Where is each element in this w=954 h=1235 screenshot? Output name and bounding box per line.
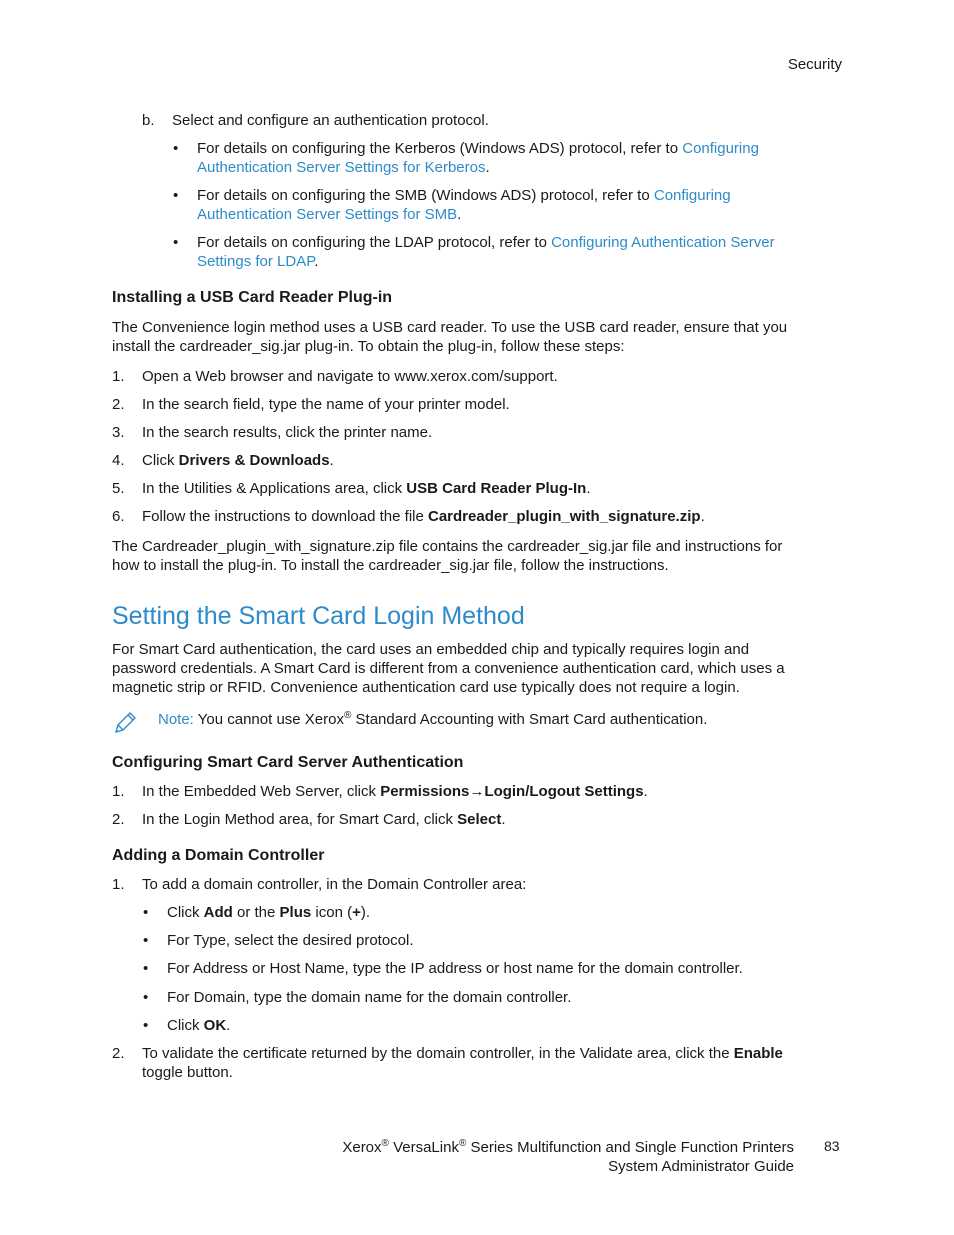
footer-guide-name: System Administrator Guide (608, 1158, 794, 1175)
running-header: Security (787, 56, 842, 73)
page-number: 83 (824, 1138, 840, 1154)
bullet-text: ). (360, 904, 371, 921)
step-b-text: Select and configure an authentication protocol. (172, 112, 489, 129)
step-number: 1. (112, 783, 125, 800)
link-kerberos[interactable]: Configuring (682, 140, 759, 157)
note (158, 710, 707, 729)
link-smb-cont[interactable]: Authentication Server Settings for SMB (197, 206, 458, 223)
bullet-dot: • (173, 140, 179, 157)
step-text: In the search field, type the name of your printer model. (142, 396, 510, 413)
usb-outro-line2: how to install the plug-in. To install the cardreader_sig.jar file, follow the instructions. (112, 557, 669, 574)
step-text: In the Embedded Web Server, click (142, 783, 381, 800)
ui-label-add: Add (203, 904, 233, 921)
step-text: In the Login Method area, for Smart Card, click (142, 811, 458, 828)
step-text: In the search results, click the printer name. (142, 424, 433, 441)
ui-label-login-logout: Login/Logout Settings (484, 783, 644, 800)
step-b-marker: b. (142, 112, 155, 129)
usb-intro-line1: The Convenience login method uses a USB card reader. To use the USB card reader, ensure that you (112, 319, 788, 336)
link-ldap-cont[interactable]: Settings for LDAP (197, 253, 315, 270)
step-suffix: . (501, 811, 506, 828)
step-text-cont: toggle button. (142, 1064, 233, 1081)
bullet-dot: • (143, 989, 149, 1006)
step-number: 3. (112, 424, 125, 441)
registered-mark: ® (381, 1138, 389, 1149)
link-ldap[interactable]: Configuring Authentication Server (551, 234, 775, 251)
bullet-suffix: . (457, 206, 462, 223)
smart-card-intro-line1: For Smart Card authentication, the card uses an embedded chip and typically requires login and (112, 641, 750, 658)
ui-label-drivers-downloads: Drivers & Downloads (178, 452, 330, 469)
bullet-text: For details on configuring the LDAP protocol, refer to (197, 234, 552, 251)
bullet-dot: • (173, 187, 179, 204)
link-smb[interactable]: Configuring (653, 187, 731, 204)
usb-intro-line2: install the cardreader_sig.jar plug-in. To obtain the plug-in, follow these steps: (112, 338, 625, 355)
step-text: To validate the certificate returned by the domain controller, in the Validate area, click the (142, 1045, 734, 1062)
ui-label-ok: OK (203, 1017, 227, 1034)
bullet-text: icon ( (311, 904, 353, 921)
link-kerberos-cont[interactable]: Authentication Server Settings for Kerberos (197, 159, 486, 176)
bullet-dot: • (143, 904, 149, 921)
bullet-text: Click (167, 904, 204, 921)
pencil-icon (112, 710, 138, 736)
bullet-text: For Domain, type the domain name for the domain controller. (167, 989, 572, 1006)
ui-label-permissions: Permissions (380, 783, 470, 800)
step-suffix: . (586, 480, 591, 497)
footer-brand: Xerox (342, 1139, 382, 1156)
section-title-smart-card: Setting the Smart Card Login Method (112, 602, 525, 630)
step-b (142, 111, 155, 130)
bullet-suffix: . (485, 159, 490, 176)
note-text-cont: Standard Accounting with Smart Card authentication. (351, 711, 708, 728)
bullet-text: For Type, select the desired protocol. (167, 932, 414, 949)
footer-product: VersaLink (388, 1139, 459, 1156)
step-suffix: . (643, 783, 648, 800)
step-text: Open a Web browser and navigate to www.xerox.com/support. (142, 368, 558, 385)
file-name: Cardreader_plugin_with_signature.zip (428, 508, 701, 525)
step-text: Follow the instructions to download the file (142, 508, 428, 525)
step-number: 1. (112, 876, 125, 893)
bullet-dot: • (173, 234, 179, 251)
bullet-text: For details on configuring the SMB (Windows ADS) protocol, refer to (197, 187, 654, 204)
step-text: In the Utilities & Applications area, click (142, 480, 407, 497)
step-number: 2. (112, 811, 125, 828)
step-number: 1. (112, 368, 125, 385)
heading-usb-plugin: Installing a USB Card Reader Plug-in (112, 289, 393, 306)
smart-card-intro-line3: magnetic strip or RFID. Convenience authentication card use typically does not require a login. (112, 679, 740, 696)
step-number: 2. (112, 396, 125, 413)
bullet-dot: • (143, 1017, 149, 1034)
step-number: 4. (112, 452, 125, 469)
heading-server-auth: Configuring Smart Card Server Authentication (112, 754, 464, 771)
note-text: You cannot use Xerox (193, 711, 344, 728)
bullet-text: For Address or Host Name, type the IP address or host name for the domain controller. (167, 960, 743, 977)
bullet-text: For details on configuring the Kerberos (Windows ADS) protocol, refer to (197, 140, 683, 157)
step-number: 6. (112, 508, 125, 525)
bullet-suffix: . (314, 253, 319, 270)
step-suffix: . (700, 508, 705, 525)
registered-mark: ® (343, 710, 352, 721)
bullet-text: Click (167, 1017, 204, 1034)
registered-mark: ® (458, 1138, 467, 1149)
step-number: 2. (112, 1045, 125, 1062)
ui-label-select: Select (457, 811, 502, 828)
plus-icon: + (352, 904, 361, 921)
step-text: Click (142, 452, 179, 469)
arrow-icon: → (469, 783, 485, 800)
bullet-dot: • (143, 960, 149, 977)
note-label: Note: (158, 711, 194, 728)
step-text: To add a domain controller, in the Domain Controller area: (142, 876, 527, 893)
bullet-text: . (226, 1017, 231, 1034)
ui-label-plus: Plus (279, 904, 312, 921)
smart-card-intro-line2: password credentials. A Smart Card is different from a convenience authentication card, which uses a (112, 660, 785, 677)
bullet-text: or the (232, 904, 280, 921)
usb-outro-line1: The Cardreader_plugin_with_signature.zip file contains the cardreader_sig.jar file and instructions for (112, 538, 783, 555)
step-suffix: . (329, 452, 334, 469)
bullet-dot: • (143, 932, 149, 949)
footer-series: Series Multifunction and Single Function Printers (466, 1139, 794, 1156)
ui-label-enable: Enable (733, 1045, 783, 1062)
heading-domain-controller: Adding a Domain Controller (112, 847, 325, 864)
step-number: 5. (112, 480, 125, 497)
footer-title (342, 1138, 794, 1176)
ui-label-usb-plugin: USB Card Reader Plug-In (406, 480, 587, 497)
